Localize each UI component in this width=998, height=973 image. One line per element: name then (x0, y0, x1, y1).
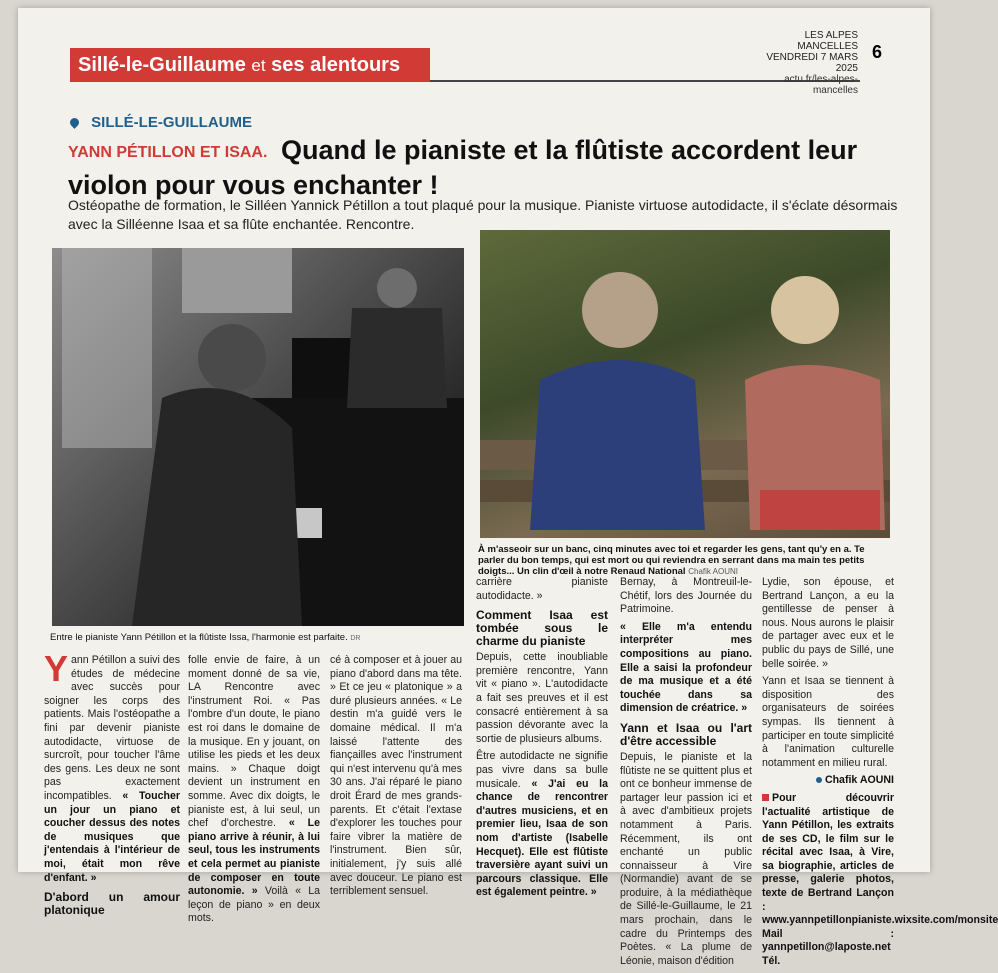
col6-paragraph-2: Yann et Isaa se tiennent à disposition des organisateurs de soirées sympas. Ils tiennent à participer en toute simplicité à l'animation culturelle notamment en milieu rural. (762, 675, 894, 769)
col1-text: ann Pétillon a suivi des études de médecine avec succès pour soigner les corps des patients. Mais l'ostéopathe a fini par devenir pianiste autodidacte, virtuose de surcroît, pour toucher l'âme des gens. Les deux ne sont pas exactement incompatibles. (44, 654, 180, 802)
location-tag (70, 114, 252, 131)
col2-text-a: folle envie de faire, à un moment donné de sa vie, LA Rencontre avec l'instrument Roi. « Pas l'ombre d'un doute, le piano est roi dans le domaine de la musique. En y jouant, on utilise les pieds et les deux mains. » (188, 654, 320, 775)
location-name: SILLÉ-LE-GUILLAUME (91, 114, 252, 131)
section-subname: ses alentours (271, 54, 401, 76)
col4-paragraph-2: Depuis, cette inoubliable première rencontre, Yann vit « piano ». L'autodidacte a fait ses preuves et il est consacré entièrement à sa passion dévorante avec la sortie de plusieurs albums. (476, 651, 608, 745)
col4-text-3: Être autodidacte ne signifie pas vivre dans sa bulle musicale. (476, 750, 608, 790)
col5-subhead: Yann et Isaa ou l'art d'être accessible (620, 720, 752, 748)
col2-text-b: Chaque doigt devient un instrument en somme. Avec dix doigts, le pianiste est, à lui seul, un chef d'orchestre. (188, 762, 320, 830)
photo-piano-flute-illustration (52, 248, 464, 626)
column-4 (476, 576, 608, 904)
paper-name: LES ALPES MANCELLES (797, 30, 858, 52)
page-number: 6 (872, 42, 883, 62)
headline-block (68, 134, 888, 201)
paper-url: actu.fr/les-alpes-mancelles (784, 74, 858, 96)
info-square-icon (762, 794, 769, 801)
headline: Quand le pianiste et la flûtiste accordent leur violon pour vous enchanter ! (68, 135, 858, 200)
masthead (760, 30, 858, 96)
section-name: Sillé-le-Guillaume (78, 54, 246, 76)
col5-quote: « Elle m'a entendu interpréter mes compositions au piano. Elle a saisi la profondeur de ma musique et a été touchée dans sa dimension de créatrice. » (620, 620, 752, 715)
col2-quote: « Le piano arrive à réunir, à lui seul, tous les instruments et cela permet au pianiste de composer en toute autonomie. » (188, 817, 320, 898)
col2-paragraph (188, 654, 320, 926)
column-5 (620, 576, 752, 972)
col4-paragraph-3 (476, 750, 608, 900)
col5-text-top: Bernay, à Montreuil-le-Chétif, lors des Journée du Patrimoine. (620, 576, 752, 616)
caption-right-text: À m'asseoir sur un banc, cinq minutes avec toi et regarder les gens, tant qu'y en a. Te parler du bon temps, qui est mort ou qui reviendra en serrant dans ma main tes petits doigts... Un clin d'œil à notre Renaud National (478, 544, 865, 577)
signature (762, 774, 894, 788)
column-1 (44, 648, 180, 920)
column-2 (188, 654, 320, 930)
photo-piano-flute (52, 248, 464, 626)
col4-text-top: carrière pianiste autodidacte. » (476, 576, 608, 602)
drop-cap: Y (44, 648, 69, 689)
caption-left-text: Entre le pianiste Yann Pétillon et la flûtiste Issa, l'harmonie est parfaite. (50, 632, 348, 643)
col3-paragraph: cé à composer et à jouer au piano d'abord dans ma tête. » Et ce jeu « platonique » a duré plusieurs années. « Le destin m'a guidé vers le domaine médical. Il m'a laissé l'attente des fiançailles avec l'instrument qui n'est intervenu qu'à mes 30 ans. J'ai réparé le piano droit Érard de mes grands-parents. Et c'était l'extase d'explorer les touches pour faire vibrer la matière de l'instrument. Bien sûr, initialement, j'y suis allé avec douceur. Le piano est terriblement sensuel. (330, 654, 462, 898)
column-3 (330, 654, 462, 903)
section-connector: et (251, 56, 266, 75)
photo-bench (480, 230, 890, 538)
issue-date: VENDREDI 7 MARS 2025 (766, 52, 858, 74)
col4-quote: « J'ai eu la chance de rencontrer d'autres musiciens, et en premier lieu, Isaa de son nom d'artiste (Isabelle Hecquet). Elle est flûtiste traversière ayant suivi un parcours classique. Elle est également peintre. » (476, 777, 608, 899)
standfirst: Ostéopathe de formation, le Silléen Yannick Pétillon a tout plaqué pour la musique. Pianiste virtuose autodidacte, il s'éclate désormais avec la Silléenne Isaa et sa flûte enchantée. Rencontre. (68, 197, 898, 232)
col4-subhead: Comment Isaa est tombée sous le charme du pianiste (476, 608, 608, 649)
col5-paragraph-2: Depuis, le pianiste et la flûtiste ne se quittent plus et ont ce bonheur immense de partager leur passion ici et à avec d'ambitieux projets notamment à Paris. Récemment, ils ont enchanté un public connaisseur à Vire (Normandie) avant de se produire, à la médiathèque de Sillé-le-Guillaume, le 21 mars prochain, dans le cadre du Printemps des Poètes. « La plume de Léonie, maison d'édition (620, 750, 752, 967)
caption-right (478, 544, 890, 577)
col6-paragraph-1: Lydie, son épouse, et Bertrand Lançon, a eu la gentillesse de penser à nous. Nous aurons le plaisir de partager avec eux et le public du pays de Sillé, une belle soirée. » (762, 576, 894, 670)
col2-text-c: Voilà « La leçon de piano » en deux mots. (188, 885, 320, 925)
caption-right-credit: Chafik AOUNI (688, 567, 739, 576)
section-banner (70, 48, 430, 82)
info-text: Pour découvrir l'actualité artistique de Yann Pétillon, les extraits de ses CD, le film sur le récital avec Isaa, à Vire, sa biographie, articles de presse, galerie photos, texte de Bertrand Lançon : www.yannpetillonpianiste.wixsite.com/monsite Mail : yannpetillon@laposte.net Tél. (762, 791, 998, 968)
location-pin-icon (68, 116, 81, 129)
info-box (762, 791, 998, 969)
column-6 (762, 576, 998, 973)
col5-quote-paragraph (620, 621, 752, 716)
col1-paragraph (44, 648, 180, 885)
kicker: YANN PÉTILLON ET ISAA. (68, 144, 268, 161)
signature-name: Chafik AOUNI (824, 774, 894, 787)
photo-bench-illustration (480, 230, 890, 538)
col1-subhead: D'abord un amour platonique (44, 890, 180, 918)
col1-quote: « Toucher un jour un piano et coucher dessus des notes de musiques que j'entendais à l'intérieur de moi, était mon rêve d'enfant. » (44, 789, 180, 884)
caption-left (50, 632, 465, 643)
signature-bullet-icon (816, 777, 822, 783)
caption-left-credit: DR (350, 635, 361, 642)
